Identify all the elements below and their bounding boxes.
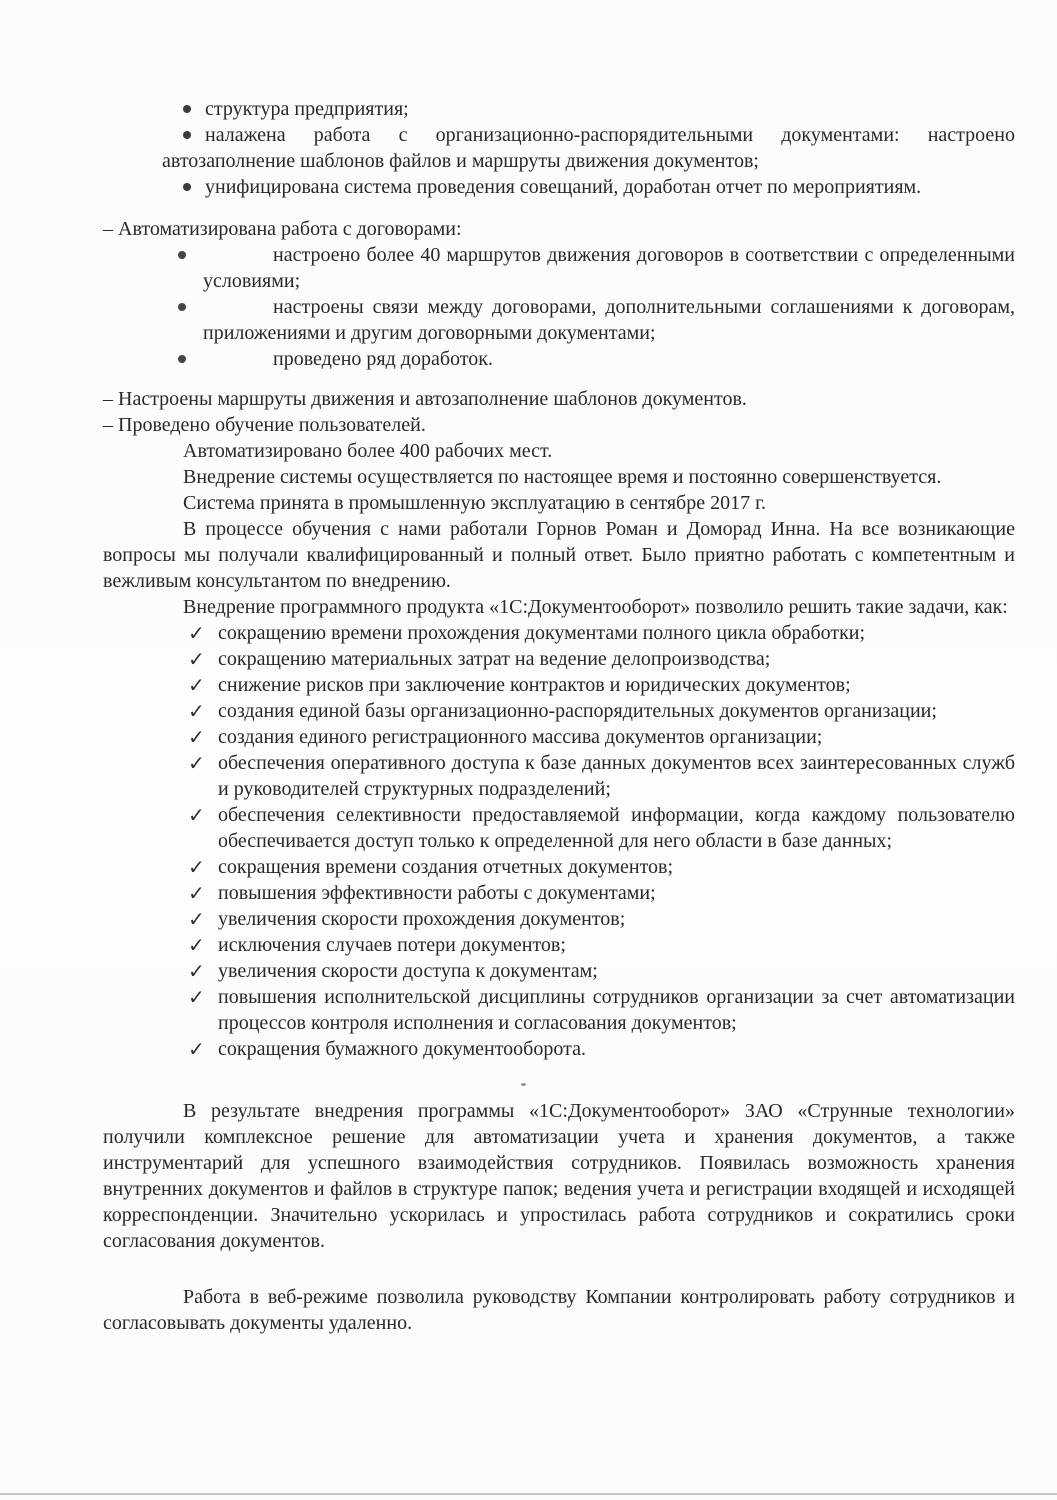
paragraph: Система принята в промышленную эксплуатацию в сентябре 2017 г. <box>183 492 767 514</box>
check-item-text: сокращения бумажного документооборота. <box>218 1038 586 1060</box>
check-item-text: снижение рисков при заключение контрактов и юридических документов; <box>218 674 851 696</box>
checkmark-icon: ✓ <box>188 985 205 1009</box>
check-list-item <box>188 724 1015 750</box>
bullet-icon <box>178 355 186 363</box>
check-item-text: увеличения скорости доступа к документам; <box>218 960 598 982</box>
list-item-text: настроены связи между договорами, дополнительными соглашениями к договорам, приложениями и другим договорными документами; <box>203 296 1015 344</box>
list-item <box>162 96 1015 122</box>
check-item-text: сокращению материальных затрат на ведение делопроизводства; <box>218 648 771 670</box>
bullet-icon <box>183 105 191 113</box>
checkmark-icon: ✓ <box>188 803 205 827</box>
check-item-text: сокращения времени создания отчетных документов; <box>218 856 674 878</box>
check-item-text: создания единой базы организационно-распорядительных документов организации; <box>218 700 937 722</box>
checkmark-icon: ✓ <box>188 855 205 879</box>
paragraph: Внедрение системы осуществляется по настоящее время и постоянно совершенствуется. <box>183 466 942 488</box>
check-list-item <box>188 698 1015 724</box>
check-item-text: обеспечения оперативного доступа к базе данных документов всех заинтересованных служб и руководителей структурных подразделений; <box>218 752 1015 800</box>
check-list-item <box>188 1036 1015 1062</box>
paragraph: Работа в веб-режиме позволила руководству Компании контролировать работу сотрудников и согласовывать документы удаленно. <box>103 1286 1015 1334</box>
check-item-text: увеличения скорости прохождения документов; <box>218 908 626 930</box>
list-item <box>203 294 1015 346</box>
paragraph: В процессе обучения с нами работали Горнов Роман и Доморад Инна. На все возникающие вопросы мы получали квалифицированный и полный ответ. Было приятно работать с компетентным и вежливым консультантом по внедрению. <box>103 518 1015 592</box>
checkmark-icon: ✓ <box>188 933 205 957</box>
check-list-item <box>188 984 1015 1036</box>
check-list-item <box>188 906 1015 932</box>
dash-item: – Настроены маршруты движения и автозаполнение шаблонов документов. <box>103 388 747 410</box>
list-item-text: настроено более 40 маршрутов движения договоров в соответствии с определенными условиями; <box>203 244 1015 292</box>
document-body <box>103 96 1015 1336</box>
check-list-item <box>188 672 1015 698</box>
check-item-text: повышения эффективности работы с документами; <box>218 882 656 904</box>
list-item <box>162 122 1015 174</box>
scan-speckle-dot <box>521 1083 526 1086</box>
checkmark-icon: ✓ <box>188 673 205 697</box>
check-item-text: обеспечения селективности предоставляемой информации, когда каждому пользователю обеспечивается доступ только к определенной для него области в базе данных; <box>218 804 1015 852</box>
checkmark-icon: ✓ <box>188 1037 205 1061</box>
checkmark-icon: ✓ <box>188 881 205 905</box>
checkmark-icon: ✓ <box>188 699 205 723</box>
scanner-edge-line <box>0 1493 1057 1495</box>
check-list-item <box>188 932 1015 958</box>
checkmark-icon: ✓ <box>188 959 205 983</box>
checkmark-icon: ✓ <box>188 751 205 775</box>
check-item-text: повышения исполнительской дисциплины сотрудников организации за счет автоматизации процессов контроля исполнения и согласования документов; <box>218 986 1015 1034</box>
paragraph: В результате внедрения программы «1С:Документооборот» ЗАО «Струнные технологии» получили комплексное решение для автоматизации учета и хранения документов, а также инструментарий для успешного взаимодействия сотрудников. Появилась возможность хранения внутренних документов и файлов в структуре папок; ведения учета и регистрации входящей и исходящей корреспонденции. Значительно ускорилась и упростилась работа сотрудников и сократились сроки согласования документов. <box>103 1100 1015 1252</box>
paragraph: Внедрение программного продукта «1С:Документооборот» позволило решить такие задачи, как: <box>183 596 1008 618</box>
check-list-item <box>188 620 1015 646</box>
list-item-text: проведено ряд доработок. <box>273 348 493 370</box>
checkmark-icon: ✓ <box>188 621 205 645</box>
check-list-item <box>188 958 1015 984</box>
check-item-text: исключения случаев потери документов; <box>218 934 566 956</box>
check-list-item <box>188 646 1015 672</box>
list-item <box>203 346 1015 372</box>
list-item <box>162 174 1015 200</box>
list-item <box>203 242 1015 294</box>
checkmark-icon: ✓ <box>188 647 205 671</box>
bullet-icon <box>183 183 191 191</box>
bullet-icon <box>183 131 191 139</box>
bullet-icon <box>178 251 186 259</box>
list-item-text: унифицирована система проведения совещаний, доработан отчет по мероприятиям. <box>205 176 922 198</box>
list-item-text: налажена работа с организационно-распорядительными документами: настроено автозаполнение шаблонов файлов и маршруты движения документов; <box>162 124 1015 172</box>
list-item-text: структура предприятия; <box>205 98 409 120</box>
check-item-text: создания единого регистрационного массива документов организации; <box>218 726 823 748</box>
bullet-icon <box>178 303 186 311</box>
check-list-item <box>188 802 1015 854</box>
paragraph: Автоматизировано более 400 рабочих мест. <box>183 440 553 462</box>
check-list-item <box>188 880 1015 906</box>
dash-heading: – Автоматизирована работа с договорами: <box>103 218 462 240</box>
check-list-item <box>188 854 1015 880</box>
check-item-text: сокращению времени прохождения документами полного цикла обработки; <box>218 622 866 644</box>
checkmark-icon: ✓ <box>188 725 205 749</box>
check-list-item <box>188 750 1015 802</box>
dash-item: – Проведено обучение пользователей. <box>103 414 426 436</box>
checkmark-icon: ✓ <box>188 907 205 931</box>
